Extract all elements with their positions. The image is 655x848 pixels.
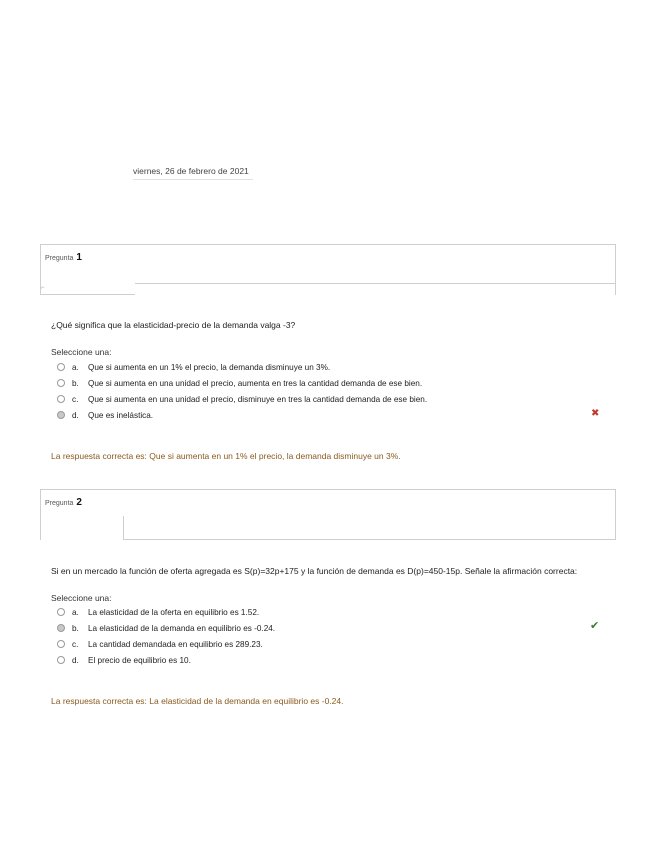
question-1-option-a[interactable] [57, 361, 330, 373]
question-2-option-c[interactable] [57, 638, 263, 650]
question-1-prompt: Seleccione una: [51, 347, 112, 357]
radio-button[interactable] [57, 656, 65, 664]
radio-button[interactable] [57, 363, 65, 371]
question-1-option-b[interactable] [57, 377, 422, 389]
question-2-feedback: La respuesta correcta es: La elasticidad de la demanda en equilibrio es -0.24. [51, 696, 344, 706]
option-letter: d. [72, 655, 79, 665]
question-2-info-box [40, 489, 616, 540]
option-letter: c. [72, 639, 79, 649]
question-label: Pregunta [45, 255, 74, 262]
question-2-option-a[interactable] [57, 606, 259, 618]
option-letter: a. [72, 607, 79, 617]
option-text: La elasticidad de la demanda en equilibrio es -0.24. [88, 623, 276, 633]
option-text: Que si aumenta en un 1% el precio, la demanda disminuye un 3%. [88, 362, 331, 372]
question-label: Pregunta [45, 500, 74, 507]
option-text: Que si aumenta en una unidad el precio, disminuye en tres la cantidad demanda de ese bien. [88, 394, 428, 404]
question-1-info-box [40, 244, 616, 295]
question-2-option-b[interactable] [57, 622, 275, 634]
option-letter: b. [72, 623, 79, 633]
option-text: Que es inelástica. [88, 410, 154, 420]
quiz-date: viernes, 26 de febrero de 2021 [133, 166, 253, 180]
question-1-option-d[interactable] [57, 409, 153, 421]
cross-icon: ✖ [591, 408, 600, 419]
question-2-prompt: Seleccione una: [51, 593, 112, 603]
question-1-number [45, 252, 82, 263]
check-icon: ✔ [590, 620, 600, 632]
radio-button[interactable] [57, 640, 65, 648]
radio-button[interactable] [57, 379, 65, 387]
info-box-divider [41, 516, 124, 540]
radio-button-selected[interactable] [57, 411, 65, 419]
option-letter: b. [72, 378, 79, 388]
option-text: Que si aumenta en una unidad el precio, aumenta en tres la cantidad demanda de ese bien. [88, 378, 423, 388]
question-number-value: 1 [76, 252, 82, 263]
option-letter: a. [72, 362, 79, 372]
option-letter: c. [72, 394, 79, 404]
info-box-divider [135, 283, 615, 298]
question-2-option-d[interactable] [57, 654, 191, 666]
question-number-value: 2 [76, 497, 82, 508]
radio-button[interactable] [57, 395, 65, 403]
option-text: El precio de equilibrio es 10. [88, 655, 191, 665]
question-1-feedback: La respuesta correcta es: Que si aumenta en un 1% el precio, la demanda disminuye un 3%. [51, 451, 401, 461]
option-letter: d. [72, 410, 79, 420]
flag-icon[interactable]: ⌐ [41, 285, 45, 291]
question-1-option-c[interactable] [57, 393, 427, 405]
option-text: La elasticidad de la oferta en equilibrio es 1.52. [88, 607, 260, 617]
question-1-text: ¿Qué significa que la elasticidad-precio de la demanda valga -3? [51, 320, 296, 330]
question-2-text: Si en un mercado la función de oferta agregada es S(p)=32p+175 y la función de demanda es D(p)=450-15p. Señale la afirmación correcta: [51, 566, 578, 576]
radio-button[interactable] [57, 608, 65, 616]
question-2-number [45, 497, 82, 508]
option-text: La cantidad demandada en equilibrio es 289.23. [88, 639, 263, 649]
radio-button-selected[interactable] [57, 624, 65, 632]
